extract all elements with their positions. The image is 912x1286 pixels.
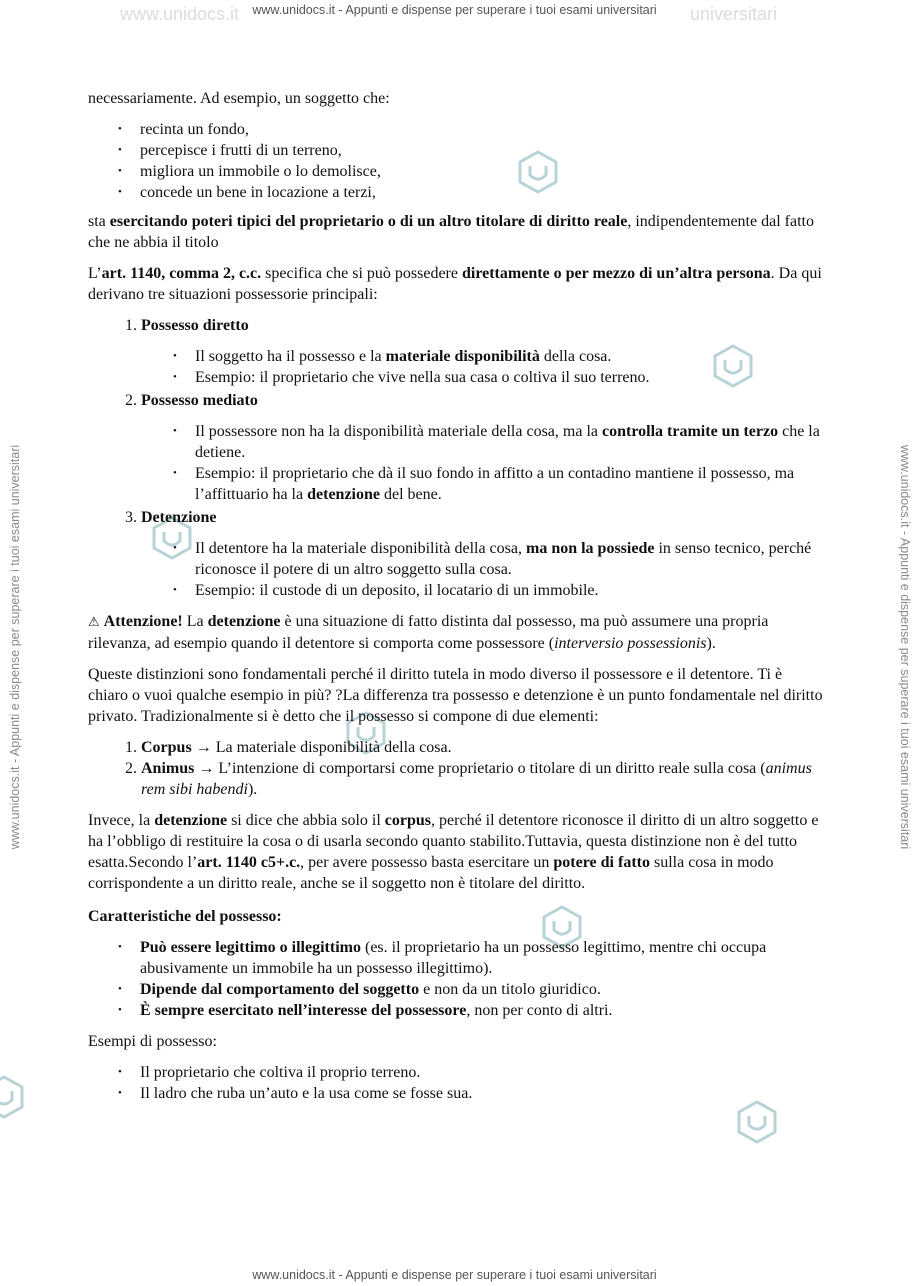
list-item: • Esempio: il proprietario che vive nella sua casa o coltiva il suo terreno.: [195, 367, 824, 388]
list-item: [195, 346, 824, 367]
text-run: ).: [706, 635, 716, 652]
text-run: La materiale disponibilità della cosa.: [215, 739, 452, 756]
bold-text: È sempre esercitato nell’interesse del possessore: [140, 1002, 467, 1019]
text-run: , perché il detentore riconosce il diritto di un altro soggetto e ha l’obbligo di restituire la cosa o di usarla secondo quanto stabilito.Tuttavia, questa distinzione non è del tutto esatta.Secondo l’: [88, 812, 819, 871]
bold-text: direttamente o per mezzo di un’altra persona: [461, 265, 771, 282]
possession-situations-list: [88, 315, 824, 601]
header-watermark: www.unidocs.it - Appunti e dispense per superare i tuoi esami universitari: [252, 3, 657, 17]
bold-text: corpus: [384, 812, 432, 829]
text-run: sulla cosa in modo corrispondente a un diritto reale, anche se il soggetto non è titolare del diritto.: [88, 854, 774, 892]
text-run: L’: [88, 265, 102, 282]
text-run: della cosa.: [539, 348, 612, 365]
text-run: Il possessore non ha la disponibilità materiale della cosa, ma la: [195, 423, 602, 440]
arrow-icon: →: [191, 739, 216, 756]
text-run: del bene.: [379, 486, 442, 503]
bold-text: Può essere legittimo o illegittimo: [140, 939, 361, 956]
text-run: specifica che si può possedere: [261, 265, 462, 282]
text-run: (es. il proprietario ha un possesso legittimo, mentre chi occupa abusivamente un immobile ha un possesso illegittimo).: [140, 939, 767, 977]
list-item: [195, 538, 824, 580]
text-run: La: [182, 613, 208, 630]
bold-text: art. 1140, comma 2, c.c.: [101, 265, 262, 282]
watermark-faint-top: www.unidocs.it: [120, 4, 240, 24]
features-heading: Caratteristiche del possesso:: [88, 908, 282, 925]
bold-text: detenzione: [307, 486, 380, 503]
text-run: Il soggetto ha il possesso e la: [195, 348, 386, 365]
list-item: • Il proprietario che coltiva il proprio terreno.: [140, 1062, 824, 1083]
powers-paragraph: [88, 211, 824, 253]
distinctions-paragraph: Queste distinzioni sono fondamentali perché il diritto tutela in modo diverso il possessore e il detentore. Ti è chiaro o vuoi qualche esempio in più? ?La differenza tra possesso e detenzione è un punto fondamentale nel diritto privato. Tradizionalmente si è detto che il possesso si compone di due elementi:: [88, 666, 823, 725]
document-body: [88, 88, 824, 1112]
list-item: • percepisce i frutti di un terreno,: [140, 140, 824, 161]
text-run: che la detiene.: [195, 423, 820, 461]
bold-text: ma non la possiede: [525, 540, 655, 557]
italic-text: interversio possessionis: [554, 635, 707, 652]
text-run: Esempio: il proprietario che dà il suo fondo in affitto a un contadino mantiene il possesso, ma l’affittuario ha la: [195, 465, 795, 503]
side-watermark-right: www.unidocs.it - Appunti e dispense per superare i tuoi esami universitari: [898, 444, 912, 850]
situation-title: Possesso diretto: [141, 317, 249, 334]
bold-text: detenzione: [154, 812, 228, 829]
unidocs-logo-icon: [0, 1075, 26, 1119]
detention-paragraph: [88, 810, 824, 894]
watermark-faint-top-right: universitari: [690, 4, 778, 24]
list-item: • Il ladro che ruba un’auto e la usa come se fosse sua.: [140, 1083, 824, 1104]
text-run: sta: [88, 213, 110, 230]
italic-text: animus rem sibi habendi: [141, 760, 812, 798]
element-item: [141, 737, 824, 758]
situation-item: [141, 507, 824, 601]
text-run: , indipendentemente dal fatto che ne abbia il titolo: [88, 213, 814, 251]
bold-text: Corpus: [141, 739, 192, 756]
list-item: • concede un bene in locazione a terzi,: [140, 182, 824, 203]
situation-item: [141, 390, 824, 505]
text-run: si dice che abbia solo il: [227, 812, 385, 829]
list-item: [195, 421, 824, 463]
text-run: e non da un titolo giuridico.: [419, 981, 601, 998]
situation-title: Detenzione: [141, 509, 217, 526]
bold-text: materiale disponibilità: [385, 348, 540, 365]
intro-paragraph: necessariamente. Ad esempio, un soggetto che:: [88, 90, 390, 107]
bold-text: Animus: [141, 760, 195, 777]
footer-watermark: www.unidocs.it - Appunti e dispense per superare i tuoi esami universitari: [252, 1268, 657, 1282]
text-run: Invece, la: [88, 812, 155, 829]
arrow-icon: →: [194, 760, 219, 777]
examples-list: [88, 1062, 824, 1104]
list-item: • recinta un fondo,: [140, 119, 824, 140]
possession-elements-list: [88, 737, 824, 800]
warning-paragraph: [88, 611, 824, 654]
text-run: è una situazione di fatto distinta dal possesso, ma può assumere una propria rilevanza, ad esempio quando il detentore si comporta come possessore (: [88, 613, 769, 652]
element-item: [141, 758, 824, 800]
bold-text: esercitando poteri tipici del proprietario o di un altro titolare di diritto reale: [109, 213, 628, 230]
text-run: ).: [247, 781, 258, 798]
text-run: in senso tecnico, perché riconosce il potere di un altro soggetto sulla cosa.: [195, 540, 812, 578]
text-run: . Da qui derivano tre situazioni possessorie principali:: [88, 265, 822, 303]
examples-heading: Esempi di possesso:: [88, 1033, 217, 1050]
situation-title: Possesso mediato: [141, 392, 258, 409]
intro-list: [88, 119, 824, 203]
text-run: , per avere possesso basta esercitare un: [300, 854, 554, 871]
situation-item: [141, 315, 824, 388]
bold-text: Dipende dal comportamento del soggetto: [140, 981, 420, 998]
features-list: [88, 937, 824, 1021]
list-item: [140, 979, 824, 1000]
side-watermark-left: www.unidocs.it - Appunti e dispense per superare i tuoi esami universitari: [8, 444, 22, 850]
bold-text: controlla tramite un terzo: [602, 423, 779, 440]
text-run: L’intenzione di comportarsi come proprietario o titolare di un diritto reale sulla cosa (: [218, 760, 766, 777]
text-run: Il detentore ha la materiale disponibilità della cosa,: [195, 540, 526, 557]
bold-text: detenzione: [207, 613, 281, 630]
bold-text: potere di fatto: [553, 854, 650, 871]
list-item: • Esempio: il custode di un deposito, il locatario di un immobile.: [195, 580, 824, 601]
list-item: • migliora un immobile o lo demolisce,: [140, 161, 824, 182]
list-item: [195, 463, 824, 505]
bold-text: art. 1140 c5+.c.: [197, 854, 301, 871]
warning-icon: ⚠: [88, 615, 100, 630]
list-item: [140, 937, 824, 979]
text-run: , non per conto di altri.: [466, 1002, 613, 1019]
bold-text: Attenzione!: [103, 613, 183, 630]
article-paragraph: [88, 263, 824, 305]
list-item: [140, 1000, 824, 1021]
